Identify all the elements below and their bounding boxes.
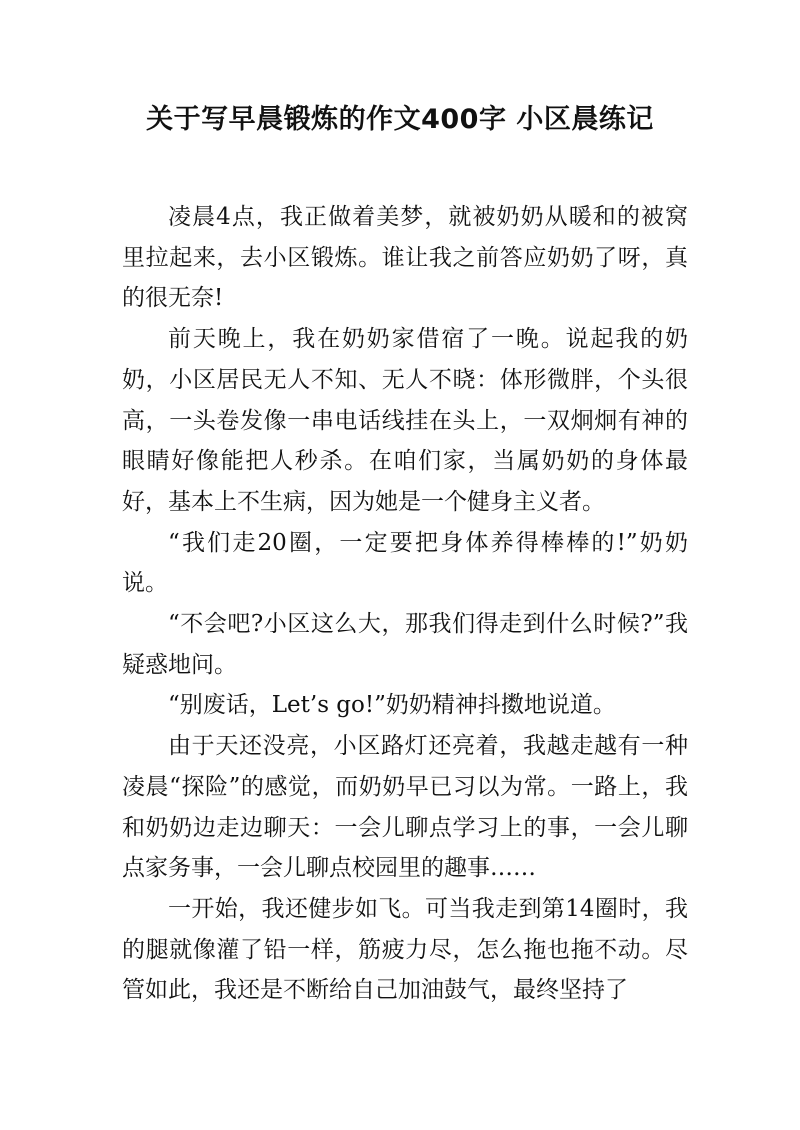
paragraph: “我们走20圈，一定要把身体养得棒棒的!”奶奶说。 <box>122 529 688 597</box>
paragraph: “不会吧?小区这么大，那我们得走到什么时候?”我疑惑地问。 <box>122 611 688 678</box>
paragraph: 一开始，我还健步如飞。可当我走到第14圈时，我的腿就像灌了铅一样，筋疲力尽，怎么拖也拖不动。尽管如此，我还是不断给自己加油鼓气，最终坚持了 <box>122 895 688 1004</box>
paragraph: 前天晚上，我在奶奶家借宿了一晚。说起我的奶奶，小区居民无人不知、无人不晓：体形微胖，个头很高，一头卷发像一串电话线挂在头上，一双炯炯有神的眼睛好像能把人秒杀。在咱们家，当属奶奶的身体最好，基本上不生病，因为她是一个健身主义者。 <box>122 326 688 515</box>
paragraph: 由于天还没亮，小区路灯还亮着，我越走越有一种凌晨“探险”的感觉，而奶奶早已习以为常。一路上，我和奶奶边走边聊天：一会儿聊点学习上的事，一会儿聊点家务事，一会儿聊点校园里的趣事…… <box>122 733 688 882</box>
paragraph: “别废话，Let’s go!”奶奶精神抖擞地说道。 <box>168 692 616 719</box>
paragraph: 凌晨4点，我正做着美梦，就被奶奶从暖和的被窝里拉起来，去小区锻炼。谁让我之前答应奶奶了呀，真的很无奈! <box>122 204 688 312</box>
document-title: 关于写早晨锻炼的作文400字 小区晨练记 <box>146 104 654 135</box>
document-body <box>122 197 688 1011</box>
